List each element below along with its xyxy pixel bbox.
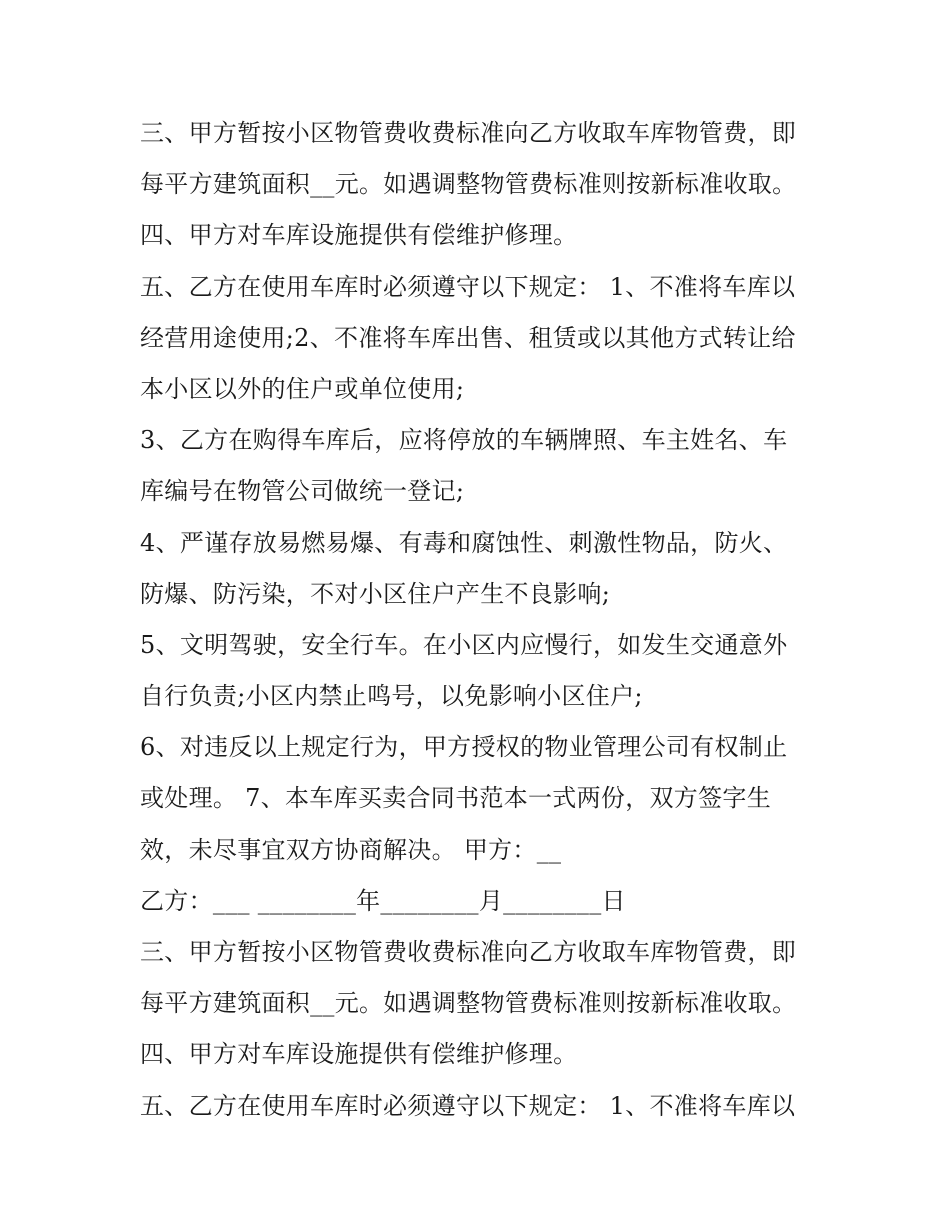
text-line: 四、甲方对车库设施提供有偿维护修理。: [140, 1040, 578, 1069]
text-line: 四、甲方对车库设施提供有偿维护修理。: [140, 221, 578, 250]
contract-text: [140, 108, 820, 1132]
signature-line: 乙方：___ ________年________月________日: [140, 886, 626, 915]
text-line: 自行负责;小区内禁止鸣号，以免影响小区住户;: [140, 682, 643, 711]
text-line: 效，未尽事宜双方协商解决。 甲方：__: [140, 835, 562, 864]
text-line: 6、对违反以上规定行为，甲方授权的物业管理公司有权制止: [140, 733, 788, 762]
text-line: 或处理。 7、本车库买卖合同书范本一式两份，双方签字生: [140, 784, 771, 813]
text-line: 4、严谨存放易燃易爆、有毒和腐蚀性、刺激性物品，防火、: [140, 528, 788, 557]
text-line: 每平方建筑面积__元。如遇调整物管费标准则按新标准收取。: [140, 170, 797, 199]
text-line: 五、乙方在使用车库时必须遵守以下规定： 1、不准将车库以: [140, 272, 796, 301]
text-line: 三、甲方暂按小区物管费收费标准向乙方收取车库物管费，即: [140, 938, 797, 966]
text-line: 3、乙方在购得车库后，应将停放的车辆牌照、车主姓名、车: [140, 426, 788, 455]
text-line: 五、乙方在使用车库时必须遵守以下规定： 1、不准将车库以: [140, 1091, 796, 1120]
text-line: 5、文明驾驶，安全行车。在小区内应慢行，如发生交通意外: [140, 630, 788, 659]
text-line: 防爆、防污染，不对小区住户产生不良影响;: [140, 579, 611, 608]
text-line: 本小区以外的住户或单位使用;: [140, 374, 465, 403]
text-line: 库编号在物管公司做统一登记;: [140, 477, 465, 506]
text-line: 每平方建筑面积__元。如遇调整物管费标准则按新标准收取。: [140, 989, 797, 1018]
text-line: 三、甲方暂按小区物管费收费标准向乙方收取车库物管费，即: [140, 119, 797, 147]
text-line: 经营用途使用;2、不准将车库出售、租赁或以其他方式转让给: [140, 323, 796, 352]
